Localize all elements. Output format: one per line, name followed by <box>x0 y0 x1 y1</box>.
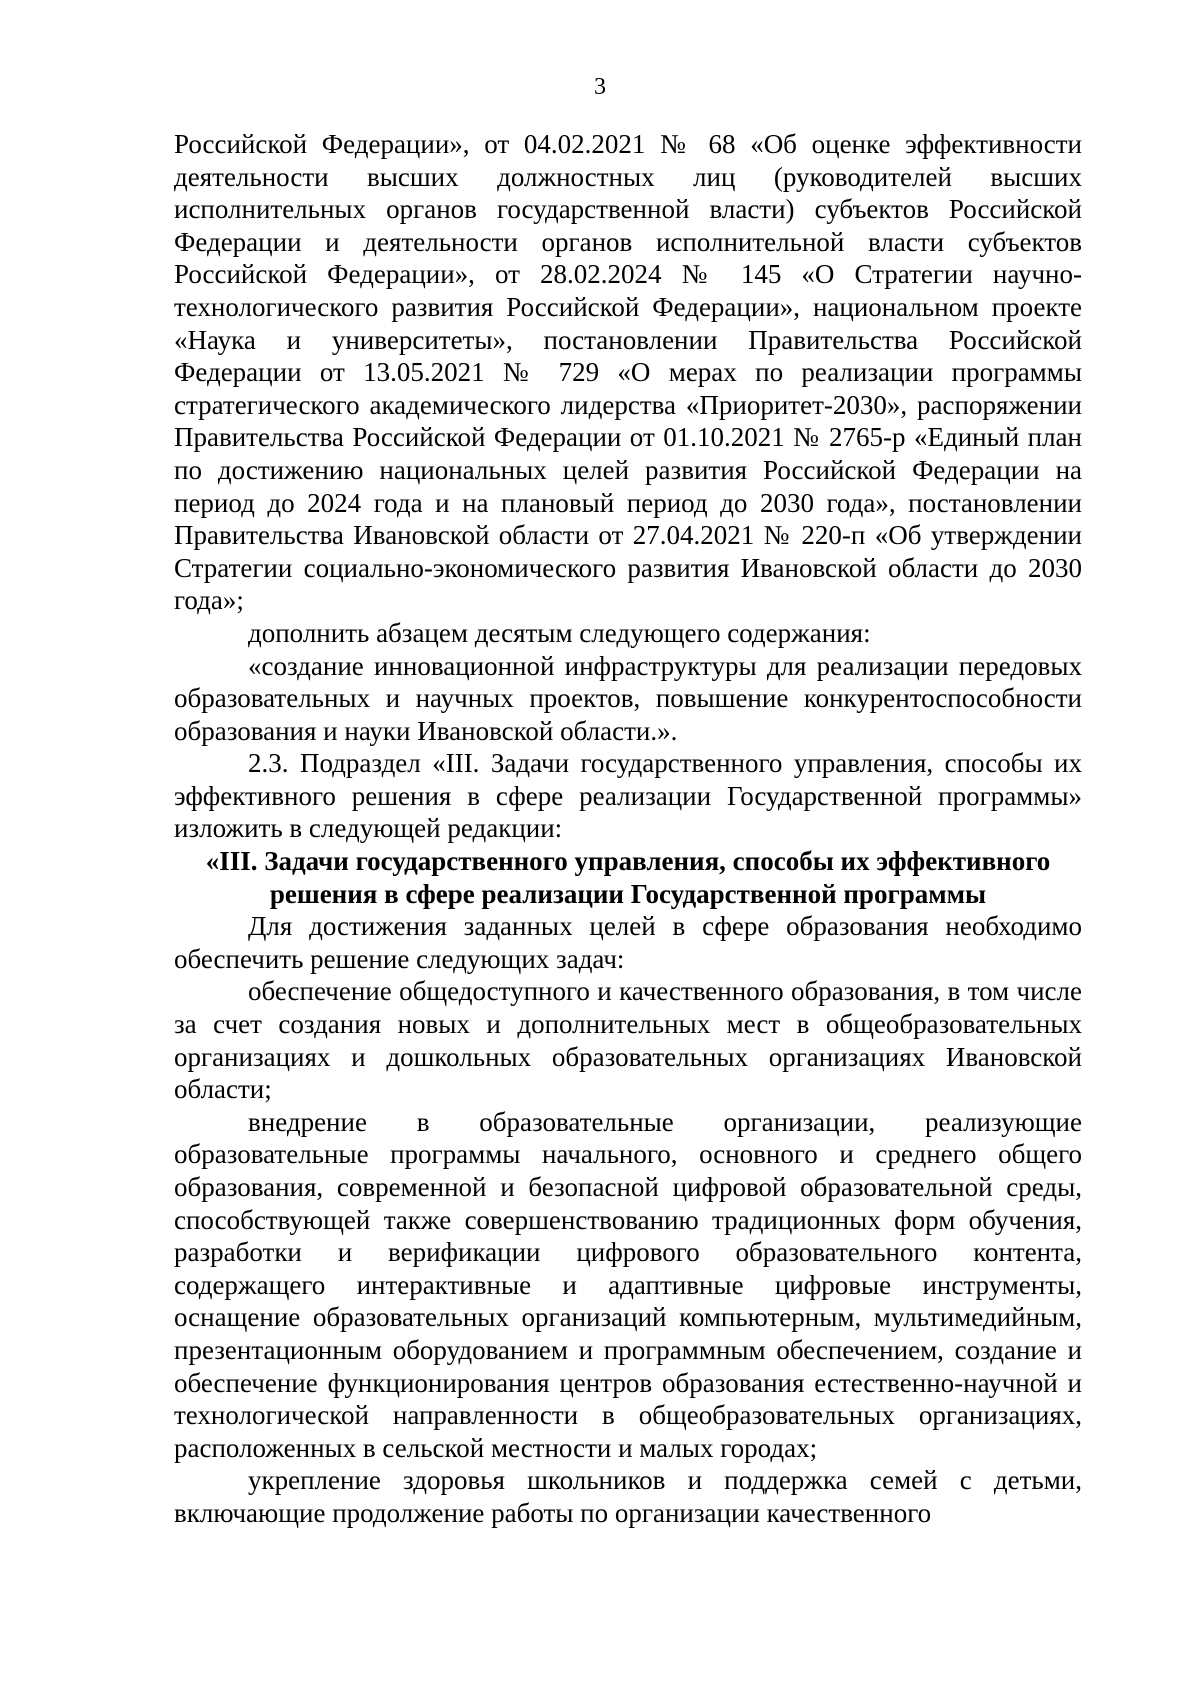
paragraph-legal-references: Российской Федерации», от 04.02.2021 № 68 «Об оценке эффективности деятельности высших должностных лиц (руководителей высших исполнительных органов государственной власти) субъектов Российской Федерации и деятельности органов исполнительной власти субъектов Российской Федерации», от 28.02.2024 № 145 «О Стратегии научно-технологического развития Российской Федерации», национальном проекте «Наука и университеты», постановлении Правительства Российской Федерации от 13.05.2021 № 729 «О мерах по реализации программы стратегического академического лидерства «Приоритет-2030», распоряжении Правительства Российской Федерации от 01.10.2021 № 2765-р «Единый план по достижению национальных целей развития Российской Федерации на период до 2024 года и на плановый период до 2030 года», постановлении Правительства Ивановской области от 27.04.2021 № 220-п «Об утверждении Стратегии социально-экономического развития Ивановской области до 2030 года»; <box>174 129 1082 616</box>
section-heading: «III. Задачи государственного управления, способы их эффективного решения в сфере реализации Государственной программы <box>205 846 1051 909</box>
paragraph-innovation-infrastructure: «создание инновационной инфраструктуры для реализации передовых образовательных и научных проектов, повышение конкурентоспособности образования и науки Ивановской области.». <box>174 650 1082 746</box>
paragraph-subsection-revision: 2.3. Подраздел «III. Задачи государственного управления, способы их эффективного решения в сфере реализации Государственной программы» изложить в следующей редакции: <box>174 748 1082 844</box>
document-body <box>174 128 1082 1530</box>
page-number: 3 <box>594 74 606 100</box>
paragraph-task-accessible-education: обеспечение общедоступного и качественного образования, в том числе за счет создания новых и дополнительных мест в общеобразовательных организациях и дошкольных образовательных организациях Ивановской области; <box>174 976 1082 1105</box>
paragraph-task-digital-environment: внедрение в образовательные организации, реализующие образовательные программы начального, основного и среднего общего образования, современной и безопасной цифровой образовательной среды, способствующей также совершенствованию традиционных форм обучения, разработки и верификации цифрового образовательного контента, содержащего интерактивные и адаптивные цифровые инструменты, оснащение образовательных организаций компьютерным, мультимедийным, презентационным оборудованием и программным обеспечением, создание и обеспечение функционирования центров образования естественно-научной и технологической направленности в общеобразовательных организациях, расположенных в сельской местности и малых городах; <box>174 1106 1082 1463</box>
paragraph-amendment-instruction: дополнить абзацем десятым следующего содержания: <box>248 617 871 648</box>
paragraph-tasks-intro: Для достижения заданных целей в сфере образования необходимо обеспечить решение следующих задач: <box>174 911 1082 974</box>
paragraph-task-student-health: укрепление здоровья школьников и поддержка семей с детьми, включающие продолжение работы по организации качественного <box>174 1465 1082 1528</box>
